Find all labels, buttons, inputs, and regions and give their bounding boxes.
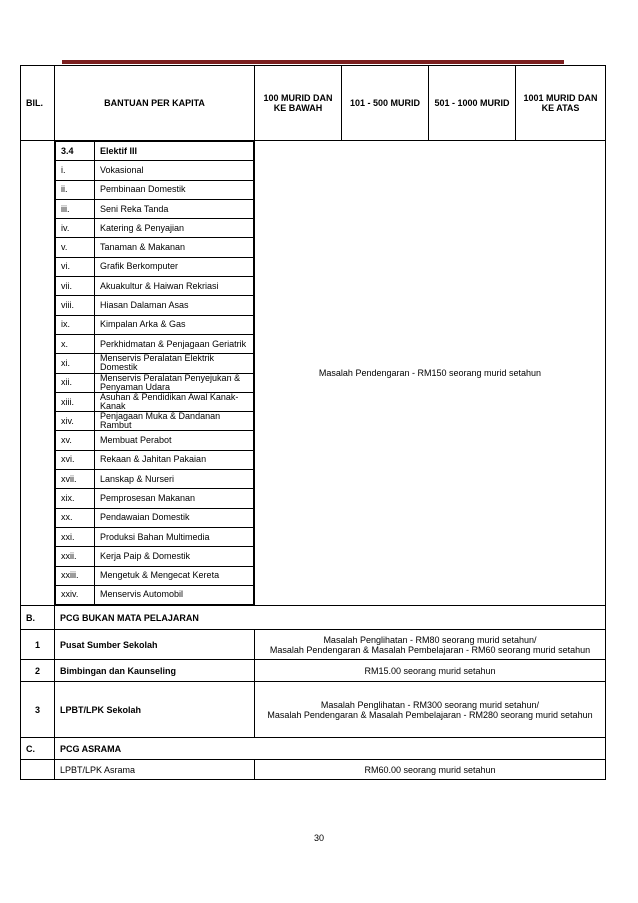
elektif-item [56, 238, 254, 257]
header-col-101-500: 101 - 500 MURID [342, 66, 429, 141]
row-1-label: Pusat Sumber Sekolah [55, 630, 255, 660]
section-c-bil: C. [21, 738, 55, 760]
elektif-item-label: Menservis Peralatan Elektrik Domestik [95, 354, 254, 373]
section-b-row-3 [21, 682, 606, 738]
header-col-100: 100 MURID DAN KE BAWAH [255, 66, 342, 141]
elektif-item [56, 257, 254, 276]
elektif-item-num: xix. [56, 489, 95, 508]
page-number: 30 [313, 833, 324, 843]
row-2-label: Bimbingan dan Kaunseling [55, 660, 255, 682]
row-3-line-1: Masalah Penglihatan - RM300 seorang murid setahun/ [320, 699, 540, 710]
elektif-item-num: xxi. [56, 527, 95, 546]
section-b-row-1 [21, 630, 606, 660]
elektif-list [55, 141, 254, 605]
elektif-item-num: ix. [56, 315, 95, 334]
elektif-item-label: Produksi Bahan Multimedia [95, 527, 254, 546]
elektif-item-num: xii. [56, 373, 95, 392]
row-1-line-2: Masalah Pendengaran & Masalah Pembelajaran - RM60 seorang murid setahun [269, 644, 591, 655]
elektif-item [56, 412, 254, 431]
elektif-amount: Masalah Pendengaran - RM150 seorang murid setahun [255, 141, 606, 606]
row-3-line-2: Masalah Pendengaran & Masalah Pembelajaran - RM280 seorang murid setahun [267, 709, 593, 720]
row-1-bil: 1 [21, 630, 55, 660]
elektif-item-label: Penjagaan Muka & Dandanan Rambut [95, 412, 254, 431]
elektif-item-num: xi. [56, 354, 95, 373]
elektif-item-num: xxii. [56, 547, 95, 566]
elektif-item-num: xiv. [56, 412, 95, 431]
elektif-item-num: v. [56, 238, 95, 257]
row-1-line-1: Masalah Penglihatan - RM80 seorang murid setahun/ [323, 634, 537, 645]
elektif-item-label: Rekaan & Jahitan Pakaian [95, 450, 254, 469]
elektif-item-num: iv. [56, 219, 95, 238]
elektif-item [56, 373, 254, 392]
elektif-item [56, 489, 254, 508]
elektif-item [56, 450, 254, 469]
elektif-item [56, 566, 254, 585]
elektif-title: Elektif III [95, 142, 254, 161]
row-3-label: LPBT/LPK Sekolah [55, 682, 255, 738]
row-2-bil: 2 [21, 660, 55, 682]
elektif-item-label: Menservis Peralatan Penyejukan & Penyaman Udara [95, 373, 254, 392]
elektif-item-label: Vokasional [95, 161, 254, 180]
elektif-title-row [56, 142, 254, 161]
elektif-item-label: Kimpalan Arka & Gas [95, 315, 254, 334]
elektif-item-label: Grafik Berkomputer [95, 257, 254, 276]
elektif-item-label: Pendawaian Domestik [95, 508, 254, 527]
elektif-item-label: Asuhan & Pendidikan Awal Kanak-Kanak [95, 392, 254, 411]
elektif-item-num: xvi. [56, 450, 95, 469]
elektif-item-num: xv. [56, 431, 95, 450]
elektif-item-num: vii. [56, 277, 95, 296]
elektif-item [56, 315, 254, 334]
header-bantuan: BANTUAN PER KAPITA [55, 66, 255, 141]
elektif-item-num: xxiii. [56, 566, 95, 585]
header-col-501-1000: 501 - 1000 MURID [429, 66, 516, 141]
elektif-list-cell [55, 141, 255, 606]
section-c-row-1-bil [21, 760, 55, 780]
elektif-item [56, 219, 254, 238]
elektif-item-num: iii. [56, 199, 95, 218]
row-3-bil: 3 [21, 682, 55, 738]
header-col-1001: 1001 MURID DAN KE ATAS [516, 66, 606, 141]
elektif-row [21, 141, 606, 606]
elektif-item-num: vi. [56, 257, 95, 276]
elektif-item-label: Hiasan Dalaman Asas [95, 296, 254, 315]
elektif-item-label: Akuakultur & Haiwan Rekriasi [95, 277, 254, 296]
elektif-item [56, 547, 254, 566]
elektif-item-label: Mengetuk & Mengecat Kereta [95, 566, 254, 585]
section-b-row [21, 606, 606, 630]
elektif-item-label: Pembinaan Domestik [95, 180, 254, 199]
elektif-item-num: x. [56, 334, 95, 353]
header-bil: BIL. [21, 66, 55, 141]
elektif-item-label: Lanskap & Nurseri [95, 470, 254, 489]
bantuan-table [20, 65, 606, 780]
row-2-amount: RM15.00 seorang murid setahun [255, 660, 606, 682]
elektif-item-label: Katering & Penyajian [95, 219, 254, 238]
elektif-item [56, 277, 254, 296]
elektif-item-num: ii. [56, 180, 95, 199]
table-header-row [21, 66, 606, 141]
elektif-num: 3.4 [56, 142, 95, 161]
elektif-bil [21, 141, 55, 606]
elektif-item [56, 470, 254, 489]
section-c-row-1 [21, 760, 606, 780]
elektif-item [56, 392, 254, 411]
elektif-item [56, 296, 254, 315]
section-c-title: PCG ASRAMA [55, 738, 606, 760]
elektif-item-label: Kerja Paip & Domestik [95, 547, 254, 566]
elektif-item-num: xvii. [56, 470, 95, 489]
elektif-item [56, 508, 254, 527]
elektif-item-num: i. [56, 161, 95, 180]
elektif-item-num: viii. [56, 296, 95, 315]
elektif-item-num: xxiv. [56, 585, 95, 604]
section-b-title: PCG BUKAN MATA PELAJARAN [55, 606, 606, 630]
elektif-item-num: xiii. [56, 392, 95, 411]
section-c-row-1-amount: RM60.00 seorang murid setahun [255, 760, 606, 780]
section-b-row-2 [21, 660, 606, 682]
elektif-item [56, 585, 254, 604]
elektif-item-label: Menservis Automobil [95, 585, 254, 604]
elektif-item-label: Pemprosesan Makanan [95, 489, 254, 508]
section-c-row [21, 738, 606, 760]
elektif-item [56, 431, 254, 450]
elektif-item [56, 354, 254, 373]
section-b-bil: B. [21, 606, 55, 630]
elektif-item-label: Tanaman & Makanan [95, 238, 254, 257]
elektif-item [56, 180, 254, 199]
elektif-item-label: Seni Reka Tanda [95, 199, 254, 218]
elektif-item-label: Perkhidmatan & Penjagaan Geriatrik [95, 334, 254, 353]
section-c-row-1-label: LPBT/LPK Asrama [55, 760, 255, 780]
row-3-amount [255, 682, 606, 738]
elektif-item [56, 199, 254, 218]
elektif-item [56, 527, 254, 546]
row-1-amount [255, 630, 606, 660]
elektif-item-num: xx. [56, 508, 95, 527]
elektif-item [56, 334, 254, 353]
elektif-item-label: Membuat Perabot [95, 431, 254, 450]
elektif-item [56, 161, 254, 180]
header-rule [62, 60, 564, 64]
